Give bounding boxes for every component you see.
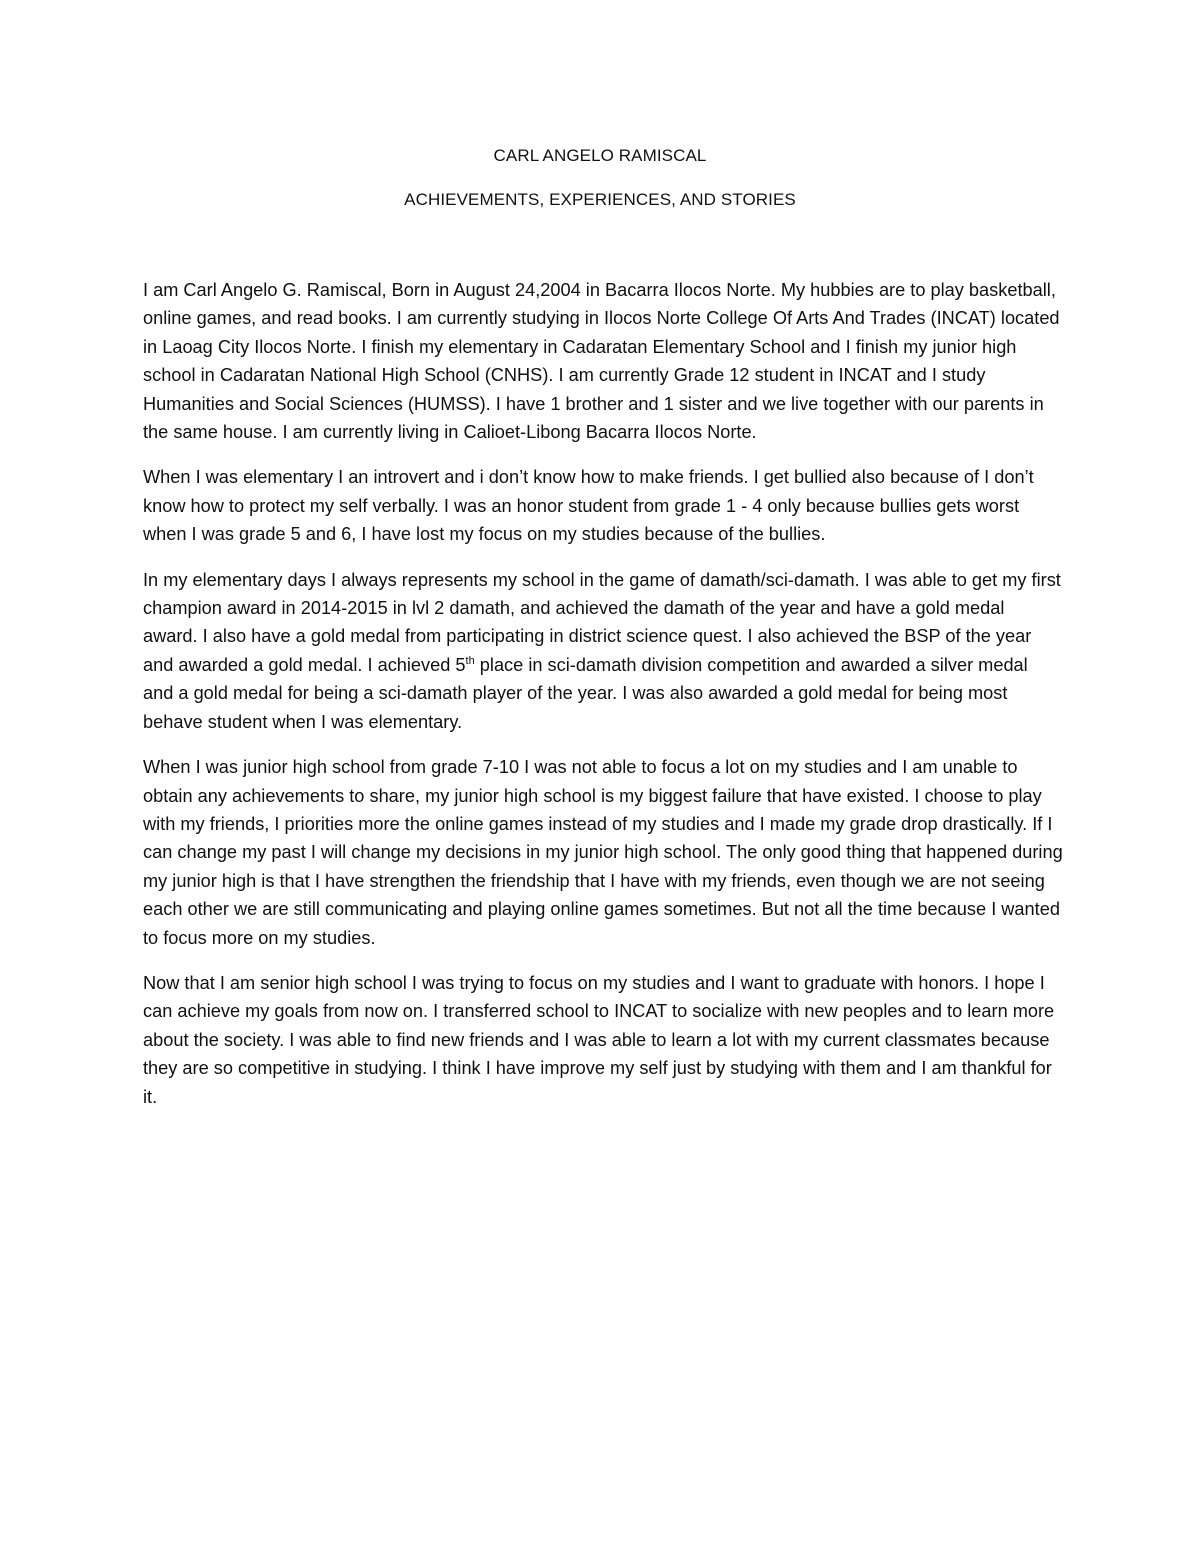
paragraph-junior-high: When I was junior high school from grade 7-10 I was not able to focus a lot on my studies and I am unable to obtain any achievements to share, my junior high school is my biggest failure that have existed. I choose to play with my friends, I priorities more the online games instead of my studies and I made my grade drop drastically. If I can change my past I will change my decisions in my junior high school. The only good thing that happened during my junior high is that I have strengthen the friendship that I have with my friends, even though we are not seeing each other we are still communicating and playing online games sometimes. But not all the time because I wanted to focus more on my studies. <box>143 757 1063 948</box>
ordinal-superscript: th <box>465 654 475 667</box>
document-body <box>143 276 1063 1128</box>
paragraph-elementary-achievements-text: In my elementary days I always represents my school in the game of damath/sci-damath. I was able to get my first champion award in 2014-2015 in lvl 2 damath, and achieved the damath of the year and have a gold medal award. I also have a gold medal from participating in district science quest. I also achieved the BSP of the year and awarded a gold medal. I achieved 5 <box>143 569 1061 675</box>
author-name: CARL ANGELO RAMISCAL <box>493 146 707 165</box>
paragraph-introduction: I am Carl Angelo G. Ramiscal, Born in August 24,2004 in Bacarra Ilocos Norte. My hubbies are to play basketball, online games, and read books. I am currently studying in Ilocos Norte College Of Arts And Trades (INCAT) located in Laoag City Ilocos Norte. I finish my elementary in Cadaratan Elementary School and I finish my junior high school in Cadaratan National High School (CNHS). I am currently Grade 12 student in INCAT and I study Humanities and Social Sciences (HUMSS). I have 1 brother and 1 sister and we live together with our parents in the same house. I am currently living in Calioet-Libong Bacarra Ilocos Norte. <box>143 280 1060 443</box>
paragraph-senior-high: Now that I am senior high school I was trying to focus on my studies and I want to graduate with honors. I hope I can achieve my goals from now on. I transferred school to INCAT to socialize with new peoples and to learn more about the society. I was able to find new friends and I was able to learn a lot with my current classmates because they are so competitive in studying. I think I have improve my self just by studying with them and I am thankful for it. <box>143 972 1055 1107</box>
paragraph-elementary-experience: When I was elementary I an introvert and i don’t know how to make friends. I get bullied also because of I don’t know how to protect my self verbally. I was an honor student from grade 1 - 4 only because bullies gets worst when I was grade 5 and 6, I have lost my focus on my studies because of the bullies. <box>143 467 1034 545</box>
paragraph-elementary-achievements-continuation: place in sci-damath division competition and awarded a silver medal and a gold medal for being a sci-damath player of the year. I was also awarded a gold medal for being most behave student when I was elementary. <box>143 654 1028 732</box>
document-subtitle: ACHIEVEMENTS, EXPERIENCES, AND STORIES <box>404 190 796 209</box>
paragraph-elementary-achievements <box>143 566 1063 736</box>
